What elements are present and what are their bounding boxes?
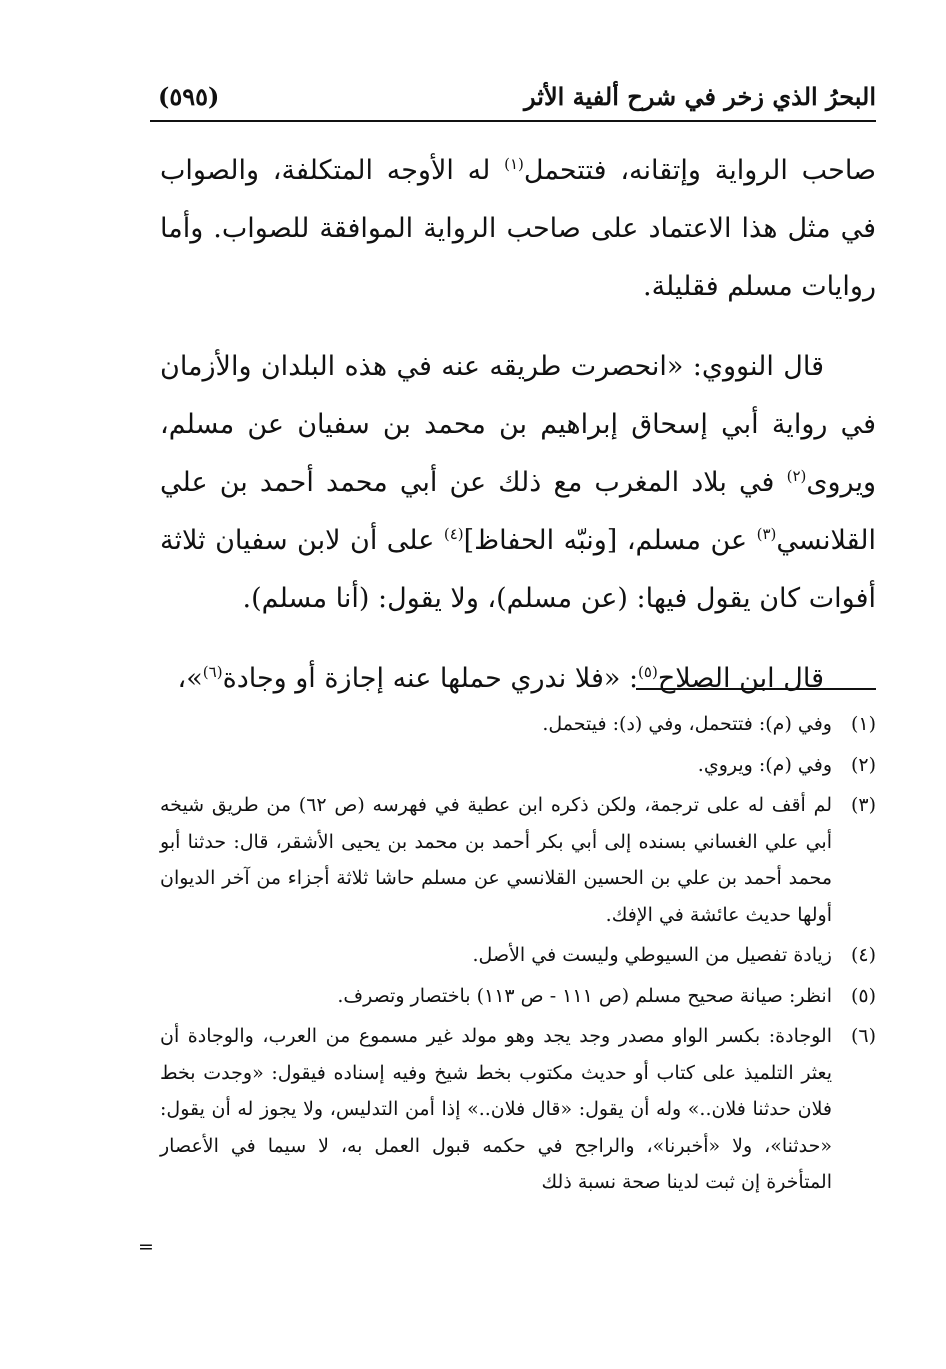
text-run: له الأوجه المتكلفة، والصواب في مثل هذا الاعتماد على صاحب الرواية الموافقة للصواب. وأما روايات مسلم فقليلة.: [160, 155, 876, 302]
text-run: قال ابن الصلاح: [657, 663, 824, 694]
footnote-ref-4: (٤): [443, 525, 464, 543]
footnote-2: [160, 747, 876, 784]
running-title: البحرُ الذي زخر في شرح ألفية الأثر: [524, 82, 876, 111]
footnote-1: [160, 706, 876, 743]
footnote-3: [160, 787, 876, 933]
footnote-ref-1: (١): [504, 155, 524, 173]
footnote-4: [160, 937, 876, 974]
header-rule: [150, 120, 876, 122]
footnote-text: وفي (م): ويروي.: [697, 753, 832, 776]
paragraph-3: [160, 650, 876, 708]
text-run: قال النووي: «انحصرت طريقه عنه في هذه البلدان والأزمان في رواية أبي إسحاق إبراهيم بن محمد بن سفيان عن مسلم، ويروى: [160, 351, 876, 498]
footnote-separator: [636, 688, 876, 690]
text-run: على أن لابن سفيان ثلاثة أفوات كان يقول فيها: (عن مسلم)، ولا يقول: (أنا مسلم).: [160, 525, 876, 614]
main-text: [160, 142, 876, 708]
footnote-number: (٦): [850, 1025, 876, 1047]
footnote-ref-2: (٢): [786, 467, 807, 485]
page-header: [150, 78, 876, 122]
text-run: صاحب الرواية وإتقانه، فتتحمل: [523, 155, 877, 186]
text-run: في بلاد المغرب مع ذلك عن أبي محمد أحمد بن علي القلانسي: [160, 467, 876, 556]
footnote-text: انظر: صيانة صحيح مسلم (ص ١١١ - ص ١١٣) باختصار وتصرف.: [337, 984, 832, 1007]
footnotes: [160, 706, 876, 1205]
footnote-ref-6: (٦): [202, 663, 223, 681]
footnote-number: (٣): [850, 794, 876, 816]
footnote-number: (٤): [850, 944, 876, 966]
footnote-number: (٢): [850, 753, 876, 776]
text-run: »،: [177, 663, 203, 694]
paragraph-2: [160, 338, 876, 628]
paragraph-1: [160, 142, 876, 316]
text-run: عن مسلم، [ونبّه الحفاظ]: [463, 525, 757, 556]
footnote-number: (١): [850, 713, 876, 735]
footnote-6: [160, 1018, 876, 1201]
page-number: (٥٩٥): [158, 82, 220, 111]
footnote-text: وفي (م): فتتحمل، وفي (د): فيتحمل.: [542, 713, 832, 735]
footnote-ref-5: (٥): [638, 663, 658, 681]
footnote-text: لم أقف له على ترجمة، ولكن ذكره ابن عطية في فهرسه (ص ٦٢) من طريق شيخه أبي علي الغساني بسنده إلى أبي بكر أحمد بن محمد بن يحيى الأشقر، قال: حدثنا أبو محمد أحمد بن علي بن الحسين القلانسي عن مسلم حاشا ثلاثة أجزاء من آخر الديوان أولها حديث عائشة في الإفك.: [160, 794, 833, 926]
continuation-mark: =: [138, 1236, 154, 1258]
footnote-text: زيادة تفصيل من السيوطي وليست في الأصل.: [472, 944, 832, 966]
text-run: : «فلا ندري حملها عنه إجازة أو وجادة: [222, 663, 639, 694]
footnote-ref-3: (٣): [756, 525, 777, 543]
footnote-5: [160, 978, 876, 1015]
footnote-number: (٥): [850, 984, 876, 1007]
footnote-text: الوجادة: بكسر الواو مصدر وجد يجد وهو مولد غير مسموع من العرب، والوجادة أن يعثر التلميذ على كتاب أو حديث مكتوب بخط شيخ وفيه إسناده فيقول: «وجدت بخط فلان حدثنا فلان..» وله أن يقول: «قال فلان..» إذا أمن التدليس، ولا يجوز له أن يقول: «حدثنا»، ولا «أخبرنا»، والراجح في حكمه قبول العمل به، لا سيما في الأعصار المتأخرة إن ثبت لدينا صحة نسبة ذلك: [160, 1025, 832, 1193]
